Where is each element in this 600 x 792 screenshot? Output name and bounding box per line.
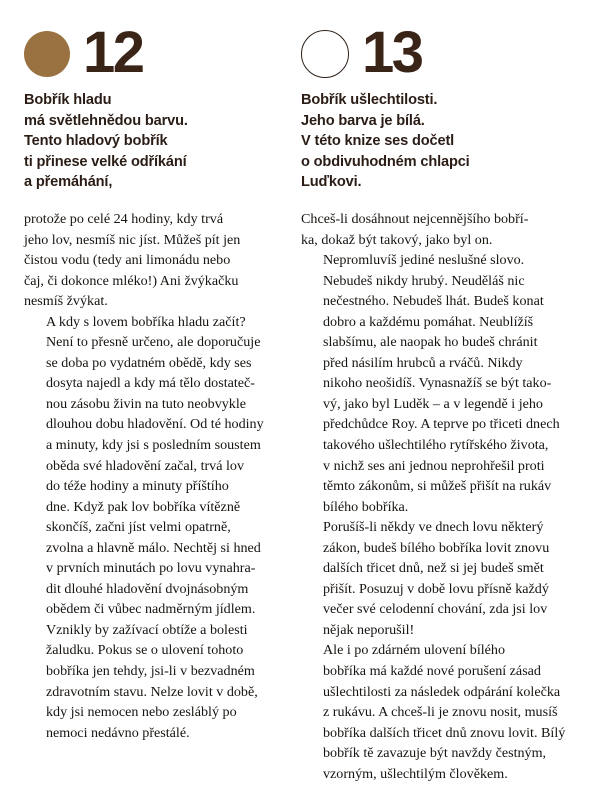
text-line: vý, jako byl Luděk – a v legendě i jeho [323,395,543,412]
text-line: ušlechtilosti za následek odpárání kolečka [323,683,561,700]
chapter-number-13: 13 [362,20,422,85]
text-line: nečestného. Nebudeš lhát. Budeš konat [323,293,544,310]
text-line: v nichž ses ani jednou neprohřešil proti [323,457,545,474]
text-line: do téže hodiny a minuty příštího [46,478,229,495]
text-line: Porušíš-li někdy ve dnech lovu některý [323,519,544,536]
text-line: čaj, či dokonce mléko!) Ani žvýkačku [24,272,239,289]
paragraph [301,250,560,517]
text-line: Ale i po zdárném ulovení bílého [323,642,505,659]
body-copy-13 [301,209,566,784]
text-line: bobřík tě zavazuje být navždy čestným, [323,745,547,762]
text-line: dlouhou dobu hladovění. Od té hodiny [46,416,264,433]
text-line: vzorným, ušlechtilým člověkem. [323,765,508,782]
text-line: slabšímu, ale naopak ho budeš chránit [323,334,538,351]
text-line: takového ušlechtilého rytířského života, [323,436,549,453]
headline-line: o obdivuhodném chlapci [301,153,470,170]
text-line: žaludku. Pokus se o ulovení tohoto [46,642,244,659]
text-line: skončíš, začni jíst velmi opatrně, [46,519,231,536]
paragraph [301,517,556,640]
headline-line: Bobřík ušlechtilosti. [301,92,438,108]
headline-line: Bobřík hladu [24,92,112,108]
text-line: oběda své hladovění začal, trvá lov [46,457,245,474]
text-line: zákon, budeš bílého bobříka lovit znovu [323,539,550,556]
column-chapter-12 [24,22,279,743]
text-line: protože po celé 24 hodiny, kdy trvá [24,210,224,227]
bobrik-circle-icon-13 [301,30,349,78]
text-line: Není to přesně určeno, ale doporučuje [46,334,261,351]
text-line: čistou vodu (tedy ani limonádu nebo [24,252,231,269]
headline-line: má světlehnědou barvu. [24,112,188,129]
text-line: nou zásobu živin na tuto neobvykle [46,395,247,412]
text-line: bílého bobříka. [323,498,409,515]
paragraph [24,209,279,312]
text-line: před násilím hrubců a rváčů. Nikdy [323,354,523,371]
headline-line: ti přinese velké odříkání [24,153,187,170]
text-line: dobro a každému pomáhat. Neublížíš [323,313,534,330]
text-line: Nebudeš nikdy hrubý. Neuděláš nic [323,272,525,289]
headline-line: a přemáhání, [24,174,113,191]
text-line: přišít. Posuzuj v době lovu přísně každý [323,580,549,597]
text-line: v prvních minutách po lovu vynahra- [46,560,256,577]
text-line: obědem či vůbec nadměrným jídlem. [46,601,256,618]
headline-line: Luďkovi. [301,174,362,191]
bobrik-circle-icon-12 [24,31,70,77]
text-line: bobříka má každé nové porušení zásad [323,663,541,679]
text-line: těmto zákonům, si můžeš přišít na rukáv [323,478,552,495]
text-line: dne. Když pak lov bobříka vítězně [46,498,241,515]
paragraph [301,640,566,784]
text-line: nesmíš žvýkat. [24,293,108,310]
two-column-layout [24,22,576,782]
text-line: dosyta najedl a kdy má tělo dostateč- [46,375,255,392]
text-line: se doba po vydatném obědě, kdy ses [46,354,252,371]
text-line: Vznikly by zažívací obtíže a bolesti [46,621,248,638]
text-line: kdy jsi nemocen nebo zesláblý po [46,704,237,721]
text-line: nikoho neošidíš. Vynasnažíš se být tako- [323,375,552,392]
text-line: bobříka dalších třicet dnů znovu lovit. Bílý [323,724,566,741]
text-line: jeho lov, nesmíš nic jíst. Můžeš pít jen [24,231,241,248]
headline-12 [24,90,279,193]
headline-13 [301,90,556,193]
chapter-mark-12 [24,22,279,84]
text-line: z rukávu. A chceš-li je znovu nosit, musíš [323,704,558,721]
text-line: bobříka jen tehdy, jsi-li v bezvadném [46,663,255,679]
text-line: ka, dokaž být takový, jako byl on. [301,231,493,248]
text-line: Chceš-li dosáhnout nejcennějšího bobří- [301,210,529,227]
text-line: dit dlouhé hladovění dvojnásobným [46,580,249,597]
chapter-mark-13 [301,22,556,84]
text-line: dalších třicet dnů, než si jej budeš smět [323,560,544,577]
text-line: nějak neporušil! [323,621,415,638]
column-chapter-13 [301,20,566,784]
text-line: zvolna a hlavně málo. Nechtěj si hned [46,539,261,556]
headline-line: Jeho barva je bílá. [301,112,425,129]
text-line: a minuty, kdy jsi s posledním soustem [46,436,261,453]
text-line: nemoci nedávno přestálé. [46,724,190,741]
text-line: večer své celodenní chování, zda jsi lov [323,601,548,618]
chapter-number-12: 12 [83,20,143,85]
paragraph [24,312,279,743]
text-line: zdravotním stavu. Nelze lovit v době, [46,683,258,700]
body-copy-12 [24,209,279,743]
text-line: Nepromluvíš jediné neslušné slovo. [323,252,525,269]
paragraph [301,209,556,250]
headline-line: Tento hladový bobřík [24,133,168,150]
text-line: předchůdce Roy. A teprve po třiceti dnech [323,416,560,433]
text-line: A kdy s lovem bobříka hladu začít? [46,313,246,330]
headline-line: V této knize ses dočetl [301,133,455,150]
